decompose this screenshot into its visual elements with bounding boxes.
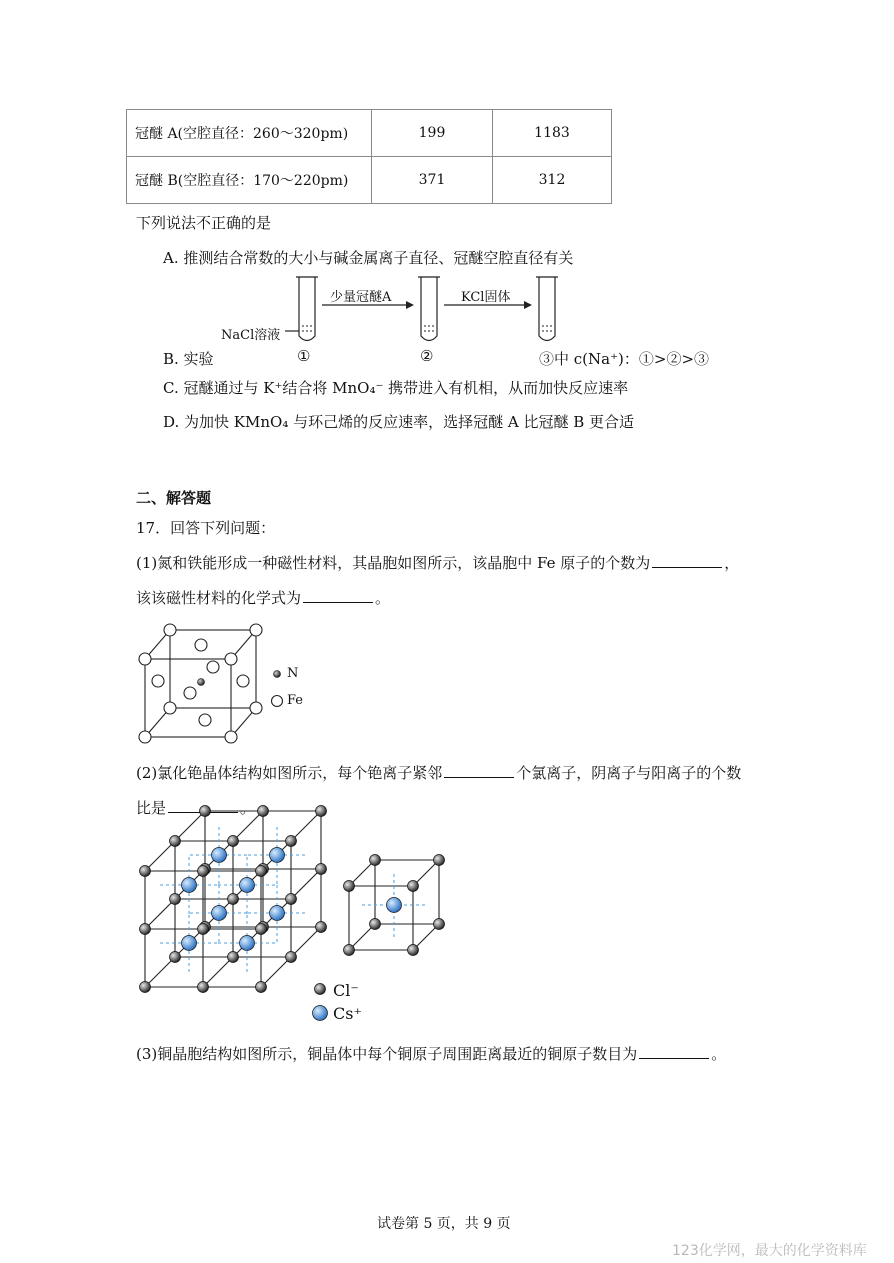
cl-ion: [198, 982, 209, 993]
cl-ion: [228, 952, 239, 963]
part1-text: 该该磁性材料的化学式为: [136, 589, 302, 607]
question-17: 17．回答下列问题：: [136, 519, 276, 537]
option-a: A. 推测结合常数的大小与碱金属离子直径、冠醚空腔直径有关: [163, 249, 574, 267]
legend-fe: Fe: [287, 693, 304, 708]
cs-ion: [240, 936, 255, 951]
cl-ion: [434, 855, 445, 866]
cl-ion: [316, 922, 327, 933]
cl-ion: [434, 919, 445, 930]
cl-ion: [256, 866, 267, 877]
cl-ion: [140, 866, 151, 877]
table-cell-value: 371: [372, 157, 493, 204]
part2-text: 比是: [136, 799, 167, 817]
cs-ion: [240, 878, 255, 893]
cl-ion: [286, 836, 297, 847]
cl-ion: [286, 894, 297, 905]
cs-ion: [387, 898, 402, 913]
cl-ion: [170, 894, 181, 905]
step1-label: 少量冠醚A: [330, 290, 392, 305]
cs-ion: [212, 906, 227, 921]
part3-punct: 。: [711, 1045, 727, 1063]
legend-cl-ion: [315, 984, 326, 995]
cl-ion: [170, 836, 181, 847]
cl-ion: [344, 881, 355, 892]
answer-blank[interactable]: [639, 1044, 709, 1059]
cs-ion: [212, 848, 227, 863]
cl-ion: [228, 894, 239, 905]
table-cell-name: 冠醚 B(空腔直径：170～220pm): [127, 157, 372, 204]
part2-text: (2)氯化铯晶体结构如图所示，每个铯离子紧邻: [136, 764, 443, 782]
part3-text: (3)铜晶胞结构如图所示，铜晶体中每个铜原子周围距离最近的铜原子数目为: [136, 1045, 638, 1063]
part2-punct: 。: [240, 799, 256, 817]
legend-cs-ion: [313, 1006, 328, 1021]
tube1-label: ①: [297, 347, 311, 365]
cs-ion: [182, 936, 197, 951]
table-cell-name: 冠醚 A(空腔直径：260～320pm): [127, 110, 372, 157]
cl-ion: [140, 982, 151, 993]
cl-ion: [408, 945, 419, 956]
cl-ion: [256, 924, 267, 935]
option-b: B. 实验: [163, 350, 214, 368]
page-number: 试卷第 5 页，共 9 页: [377, 1216, 511, 1232]
legend-n: N: [287, 666, 299, 681]
part2-text: 个氯离子，阴离子与阳离子的个数: [516, 764, 742, 782]
cs-ion: [270, 848, 285, 863]
cl-ion: [286, 952, 297, 963]
cl-ion: [198, 866, 209, 877]
question-stem: 下列说法不正确的是: [136, 214, 272, 232]
cl-ion: [200, 806, 211, 817]
part1-punct: 。: [375, 589, 391, 607]
option-d: D. 为加快 KMnO₄ 与环己烯的反应速率，选择冠醚 A 比冠醚 B 更合适: [163, 413, 635, 431]
cl-ion: [228, 836, 239, 847]
cl-ion: [170, 952, 181, 963]
watermark: 123化学网，最大的化学资料库: [672, 1243, 867, 1259]
option-c: C. 冠醚通过与 K⁺结合将 MnO₄⁻ 携带进入有机相，从而加快反应速率: [163, 379, 629, 397]
cl-ion: [370, 855, 381, 866]
option-b-suffix: 中 c(Na⁺)：①>②>③: [554, 350, 710, 368]
tube3-label: ③: [539, 350, 555, 368]
cl-ion: [370, 919, 381, 930]
cl-ion: [316, 806, 327, 817]
tube2-label: ②: [420, 347, 434, 365]
cl-ion: [198, 924, 209, 935]
cl-ion: [140, 924, 151, 935]
step2-label: KCl固体: [461, 290, 511, 305]
cl-ion: [258, 806, 269, 817]
table-cell-value: 312: [493, 157, 612, 204]
cs-ion: [182, 878, 197, 893]
part3-line: [136, 1043, 726, 1064]
section-title: 二、解答题: [136, 489, 212, 507]
cl-ion: [256, 982, 267, 993]
table-cell-value: 199: [372, 110, 493, 157]
cs-ion: [270, 906, 285, 921]
part1-text: (1)氮和铁能形成一种磁性材料，其晶胞如图所示，该晶胞中 Fe 原子的个数为: [136, 554, 651, 572]
cl-ion: [316, 864, 327, 875]
cl-ion: [408, 881, 419, 892]
table-cell-value: 1183: [493, 110, 612, 157]
solution-label: NaCl溶液: [221, 328, 281, 343]
cl-ion: [344, 945, 355, 956]
part1-punct: ，: [724, 554, 740, 572]
legend-cs: Cs⁺: [333, 1004, 362, 1023]
legend-cl: Cl⁻: [333, 981, 359, 1000]
